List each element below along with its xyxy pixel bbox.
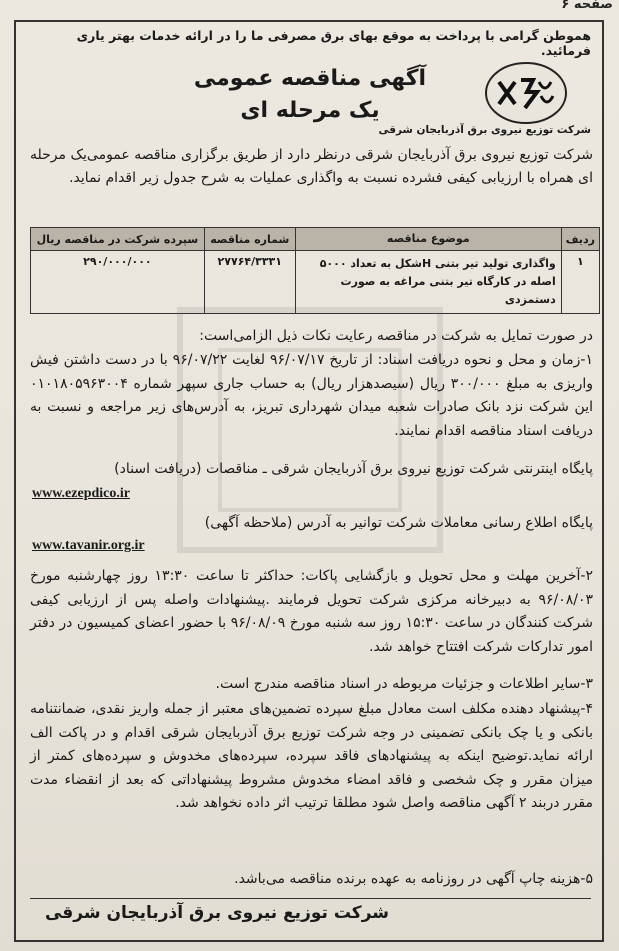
company-logo-icon	[481, 60, 571, 126]
cell-subject: واگذاری تولید تیر بتنی Hشکل به تعداد ۵۰۰۰ اصله در کارگاه تیر بتنی مراغه به صورت دستمزدی	[295, 251, 561, 314]
portal-line: پایگاه اینترنتی شرکت توزیع نیروی برق آذربایجان شرقی ـ مناقصات (دریافت اسناد)	[114, 461, 593, 477]
footer-divider	[30, 898, 591, 899]
tavanir-line: پایگاه اطلاع رسانی معاملات شرکت توانیر به آدرس (ملاحظه آگهی)	[204, 515, 593, 531]
item-4-guarantee: ۴-پیشنهاد دهنده مکلف است معادل مبلغ سپرده تضمین‌های معتبر از جمله واریز نقدی، ضمانتنامه بانکی و یا چک بانکی تضمینی در وجه شرکت توزیع برق آذربایجان شرقی اقدام و در پاکت الف ارائه نماید.توضیح اینکه به پیشنهادهای فاقد سپرده، سپرده‌های مخدوش و سپرده‌های کمتر از میزان مقرر و چک شخصی و فاقد امضاء مخدوش مشروط پیشنهاداتی که بعد از انقضاء مدت مقرر دربند ۲ آگهی مناقصه واصل شود مطلقا ترتیب اثر داده نخواهد شد.	[30, 701, 593, 811]
ad-subtitle: یک مرحله ای	[240, 98, 380, 123]
ad-title: آگهی مناقصه عمومی	[193, 66, 427, 91]
item-2-deadline: ۲-آخرین مهلت و محل تحویل و بازگشایی پاکات: حداکثر تا ساعت ۱۳:۳۰ روز چهارشنبه مورخ ۹۶/۰۸/۰۳ به دبیرخانه مرکزی شرکت تحویل فرمایند .پیشنهادات واصله پس از ارزیابی کیفی شرکت کنندگان در ساعت ۱۵:۳۰ روز سه شنبه مورخ ۹۶/۰۸/۰۹ با حضور اعضای کمیسیون در دفتر امور تدارکات شرکت افتتاح خواهد شد.	[30, 568, 594, 655]
header-subject: موضوع مناقصه	[295, 228, 561, 251]
page-label: صفحه ۶	[561, 0, 613, 12]
cell-tender-number: ۲۷۷۶۴/۳۳۳۱	[204, 251, 295, 314]
header-tender-number: شماره مناقصه	[204, 228, 295, 251]
link-tavanir[interactable]: www.tavanir.org.ir	[32, 538, 145, 553]
table-header-row	[31, 228, 600, 251]
header-row-number: ردیف	[561, 228, 599, 251]
greeting-line: هموطن گرامی با پرداخت به موقع بهای برق مصرفی ما را در ارائه خدمات بهتر یاری فرمائید.	[76, 28, 591, 58]
logo-caption: شرکت توزیع نیروی برق آذربایجان شرقی	[378, 124, 591, 136]
conditions-intro: در صورت تمایل به شرکت در مناقصه رعایت نکات ذیل الزامی‌است:	[199, 328, 593, 344]
header-deposit: سپرده شرکت در مناقصه ریال	[31, 228, 205, 251]
cell-row-number: ۱	[561, 251, 599, 314]
link-ezepdico[interactable]: www.ezepdico.ir	[32, 486, 130, 501]
item-1-document-receipt: ۱-زمان و محل و نحوه دریافت اسناد: از تاریخ ۹۶/۰۷/۱۷ لغایت ۹۶/۰۷/۲۲ با در دست داشتن فیش واریزی به مبلغ ۳۰۰/۰۰۰ ریال (سیصدهزار ریال) به حساب جاری سپهر شماره ۰۱۰۱۸۰۵۹۶۳۰۰۴ این شرکت نزد بانک صادرات شعبه میدان شهرداری تبریز، به آدرس‌های زیر مراجعه و نسبت به دریافت اسناد مناقصه اقدام نمایند.	[30, 352, 593, 439]
cell-deposit: ۲۹۰/۰۰۰/۰۰۰	[31, 251, 205, 314]
item-3-other-info: ۳-سایر اطلاعات و جزئیات مربوطه در اسناد مناقصه مندرج است.	[215, 676, 593, 692]
intro-paragraph: شرکت توزیع نیروی برق آذربایجان شرقی درنظر دارد از طریق برگزاری مناقصه عمومی‌یک مرحله ای همراه با ارزیابی کیفی فشرده نسبت به واگذاری عملیات به شرح جدول زیر اقدام نماید.	[30, 147, 593, 186]
company-signature: شرکت توزیع نیروی برق آذربایجان شرقی	[44, 903, 389, 923]
item-5-print-cost: ۵-هزینه چاپ آگهی در روزنامه به عهده برنده مناقصه می‌باشد.	[234, 871, 593, 887]
